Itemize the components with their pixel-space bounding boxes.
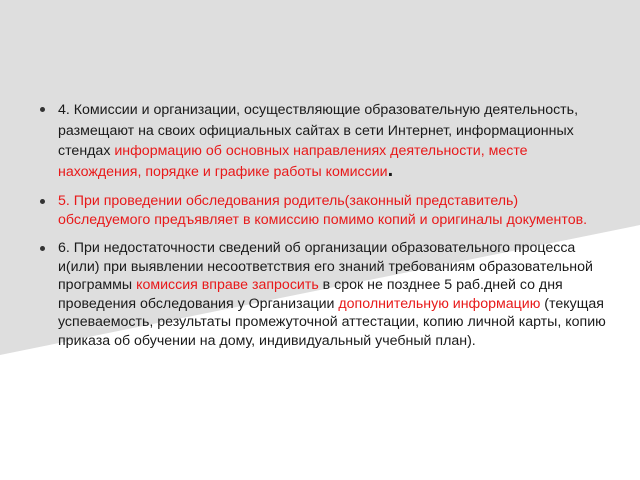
item-text: в срок не позднее 5 раб.дней со дня проведения обследования у Организации [58, 277, 563, 312]
item-end: . [387, 158, 394, 181]
list-item [40, 192, 612, 229]
list-item [40, 239, 612, 350]
bullet-list [40, 100, 612, 360]
bullet-icon [40, 107, 45, 112]
item-text: 4. Комиссии и организации, осуществляющие образовательную деятельность, размещают на своих официальных сайтах в сети Интернет, информационных стендах [58, 102, 579, 159]
list-item [40, 100, 612, 182]
item-highlight: дополнительную информацию [338, 295, 541, 312]
item-highlight: 5. При проведении обследования родитель(законный представитель) обследуемого предъявляет в комиссию помимо копий и оригиналы документов. [58, 193, 588, 228]
item-text: 6. При недостаточности сведений об организации образовательного процесса и(или) при выявлении несоответствия его знаний требованиям образовательной программы [58, 240, 593, 293]
bullet-icon [40, 246, 45, 251]
item-highlight: комиссия вправе запросить [136, 277, 319, 293]
item-highlight: информацию об основных направлениях деятельности, месте нахождения, порядке и графике работы комиссии [58, 143, 528, 180]
bullet-icon [40, 199, 45, 204]
item-text: (текущая успеваемость, результаты промежуточной аттестации, копию личной карты, копию приказа об обучении на дому, индивидуальный учебный план). [58, 295, 606, 349]
